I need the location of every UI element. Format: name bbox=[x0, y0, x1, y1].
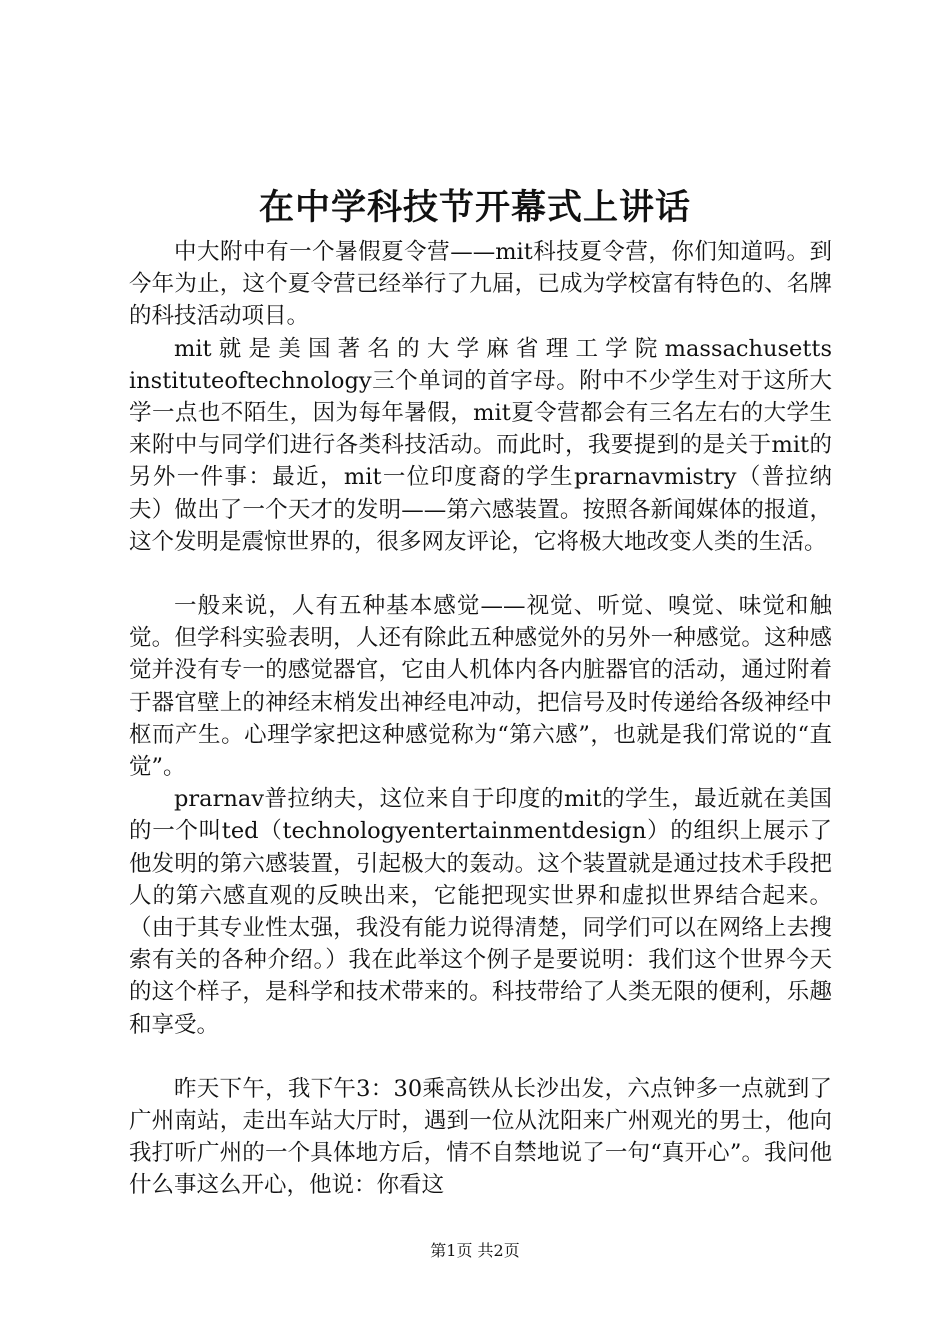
paragraph-gap bbox=[129, 558, 832, 590]
document-body bbox=[129, 236, 832, 1202]
paragraph-mit-sixth-sense: mit 就 是 美 国 著 名 的 大 学 麻 省 理 工 学 院 massachusettsinstituteoftechnology三个单词的首字母。附中不少学生对于这所大学一点也不陌生，因为每年暑假，mit夏令营都会有三名左右的大学生来附中与同学们进行各类科技活动。而此时，我要提到的是关于mit的另外一件事：最近，mit一位印度裔的学生prarnavmistry（普拉纳夫）做出了一个天才的发明——第六感装置。按照各新闻媒体的报道，这个发明是震惊世界的，很多网友评论，它将极大地改变人类的生活。 bbox=[129, 335, 832, 555]
paragraph-summer-camp: 中大附中有一个暑假夏令营——mit科技夏令营，你们知道吗。到今年为止，这个夏令营已经举行了九届，已成为学校富有特色的、名牌的科技活动项目。 bbox=[129, 239, 832, 330]
paragraph-gap bbox=[129, 1041, 832, 1073]
paragraph-prarnav-ted: prarnav普拉纳夫，这位来自于印度的mit的学生，最近就在美国的一个叫ted（technologyentertainmentdesign）的组织上展示了他发明的第六感装置，引起极大的轰动。这个装置就是通过技术手段把人的第六感直观的反映出来，它能把现实世界和虚拟世界结合起来。（由于其专业性太强，我没有能力说得清楚，同学们可以在网络上去搜索有关的各种介绍。）我在此举这个例子是要说明：我们这个世界今天的这个样子，是科学和技术带来的。科技带给了人类无限的便利，乐趣和享受。 bbox=[129, 786, 832, 1038]
paragraph-five-senses: 一般来说，人有五种基本感觉——视觉、听觉、嗅觉、味觉和触觉。但学科实验表明，人还有除此五种感觉外的另外一种感觉。这种感觉并没有专一的感觉器官，它由人机体内各内脏器官的活动，通过附着于器官壁上的神经末梢发出神经电冲动，把信号及时传递给各级神经中枢而产生。心理学家把这种感觉称为“第六感”，也就是我们常说的“直觉”。 bbox=[129, 593, 832, 781]
document-title: 在中学科技节开幕式上讲话 bbox=[258, 188, 691, 228]
page-number-footer: 第1页 共2页 bbox=[430, 1241, 520, 1260]
paragraph-high-speed-rail: 昨天下午，我下午3：30乘高铁从长沙出发，六点钟多一点就到了广州南站，走出车站大厅时，遇到一位从沈阳来广州观光的男士，他向我打听广州的一个具体地方后，情不自禁地说了一句“真开心”。我问他什么事这么开心，他说：你看这 bbox=[129, 1075, 832, 1199]
